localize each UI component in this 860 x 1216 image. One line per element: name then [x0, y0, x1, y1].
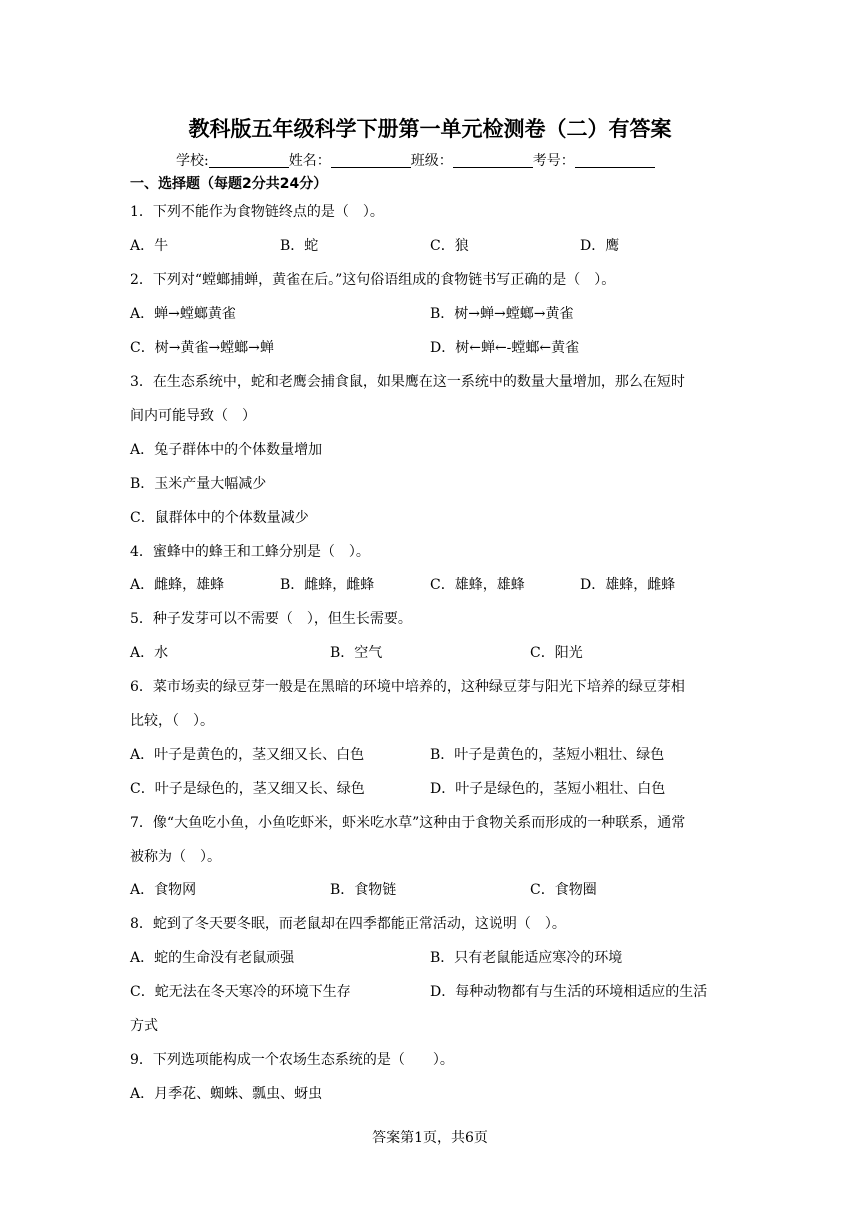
question-6-line-2: 比较，（ ）。 [130, 713, 214, 729]
question-4: 4．蜜蜂中的蜂王和工蜂分别是（ ）。 [130, 544, 370, 560]
q8-option-a: A．蛇的生命没有老鼠顽强 [130, 950, 295, 966]
q7-option-b: B．食物链 [330, 882, 397, 898]
section-title: 一、选择题（每题2分共24分） [130, 176, 328, 192]
school-blank[interactable] [209, 152, 289, 168]
q2-option-a: A．蝉→螳螂黄雀 [130, 306, 236, 322]
question-1: 1．下列不能作为食物链终点的是（ ）。 [130, 204, 384, 220]
q5-option-a: A．水 [130, 645, 169, 661]
q4-option-d: D．雄蜂，雌蜂 [580, 577, 676, 593]
question-8: 8．蛇到了冬天要冬眠，而老鼠却在四季都能正常活动，这说明（ ）。 [130, 916, 566, 932]
q1-option-c: C．狼 [430, 238, 469, 254]
q3-option-c: C．鼠群体中的个体数量减少 [130, 510, 309, 526]
question-6-line-1: 6．菜市场卖的绿豆芽一般是在黑暗的环境中培养的，这种绿豆芽与阳光下培养的绿豆芽相 [130, 679, 685, 695]
q5-option-b: B．空气 [330, 645, 383, 661]
class-blank[interactable] [453, 152, 533, 168]
question-3-line-1: 3．在生态系统中，蛇和老鹰会捕食鼠，如果鹰在这一系统中的数量大量增加，那么在短时 [130, 374, 685, 390]
exam-label: 考号： [532, 153, 575, 169]
q9-option-a: A．月季花、蜘蛛、瓢虫、蚜虫 [130, 1086, 323, 1102]
q2-option-b: B．树→蝉→螳螂→黄雀 [430, 306, 574, 322]
name-blank[interactable] [331, 152, 411, 168]
q2-option-d: D．树←蝉←-螳螂←黄雀 [430, 340, 580, 356]
q6-option-b: B．叶子是黄色的，茎短小粗壮、绿色 [430, 747, 665, 763]
q4-option-b: B．雌蜂，雌蜂 [280, 577, 375, 593]
document-title: 教科版五年级科学下册第一单元检测卷（二）有答案 [188, 117, 672, 141]
q1-option-b: B．蛇 [280, 238, 319, 254]
exam-blank[interactable] [575, 152, 655, 168]
q7-option-a: A．食物网 [130, 882, 197, 898]
q8-option-c: C．蛇无法在冬天寒冷的环境下生存 [130, 984, 351, 1000]
question-9: 9．下列选项能构成一个农场生态系统的是（ ）。 [130, 1052, 454, 1068]
q8-option-d: D．每种动物都有与生活的环境相适应的生活 [430, 984, 708, 1000]
question-7-line-2: 被称为（ ）。 [130, 849, 221, 865]
q3-option-a: A．兔子群体中的个体数量增加 [130, 442, 323, 458]
q6-option-a: A．叶子是黄色的，茎又细又长、白色 [130, 747, 365, 763]
q2-option-c: C．树→黄雀→螳螂→蝉 [130, 340, 274, 356]
q4-option-c: C．雄蜂，雄蜂 [430, 577, 525, 593]
q4-option-a: A．雌蜂，雄蜂 [130, 577, 225, 593]
q6-option-d: D．叶子是绿色的，茎短小粗壮、白色 [430, 781, 666, 797]
question-7-line-1: 7．像“大鱼吃小鱼，小鱼吃虾米，虾米吃水草”这种由于食物关系而形成的一种联系，通常 [130, 815, 686, 831]
q5-option-c: C．阳光 [530, 645, 583, 661]
question-2: 2．下列对“螳螂捕蝉，黄雀在后。”这句俗语组成的食物链书写正确的是（ ）。 [130, 272, 616, 288]
q1-option-d: D．鹰 [580, 238, 620, 254]
q1-option-a: A．牛 [130, 238, 169, 254]
class-label: 班级： [410, 153, 453, 169]
question-5: 5．种子发芽可以不需要（ ），但生长需要。 [130, 611, 412, 627]
student-info-line [176, 150, 655, 172]
school-label: 学校: [176, 153, 209, 169]
q7-option-c: C．食物圈 [530, 882, 597, 898]
q8-option-b: B．只有老鼠能适应寒冷的环境 [430, 950, 623, 966]
q3-option-b: B．玉米产量大幅减少 [130, 476, 267, 492]
q6-option-c: C．叶子是绿色的，茎又细又长、绿色 [130, 781, 365, 797]
question-3-line-2: 间内可能导致（ ） [130, 408, 256, 424]
name-label: 姓名： [288, 153, 331, 169]
q8-option-d-continued: 方式 [130, 1018, 158, 1034]
page-footer: 答案第1页，共6页 [372, 1130, 488, 1146]
